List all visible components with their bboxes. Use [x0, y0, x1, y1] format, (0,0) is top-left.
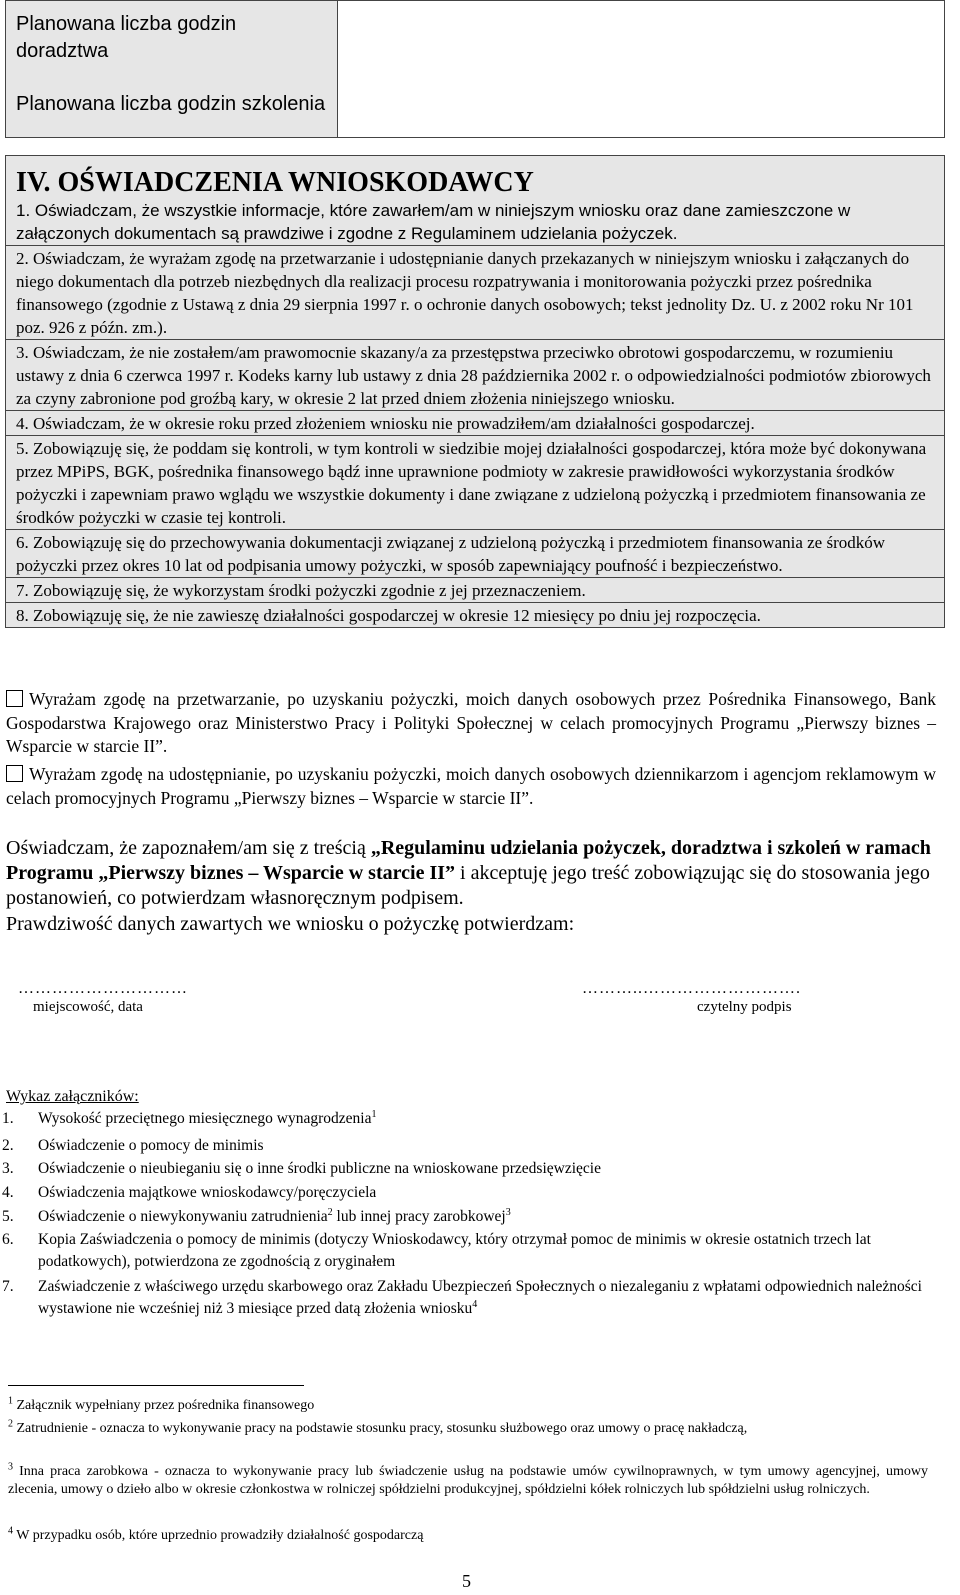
truth-confirmation: Prawdziwość danych zawartych we wniosku o pożyczkę potwierdzam:: [6, 913, 575, 935]
place-date-line[interactable]: …………………………: [18, 980, 188, 997]
footnote-separator: [8, 1385, 304, 1386]
signature-label: czytelny podpis: [697, 999, 792, 1015]
attachment-number: 1.: [2, 1110, 14, 1127]
consent-promotion: [6, 688, 936, 759]
attachment-item: [0, 1182, 930, 1204]
declaration-item-5: 5. Zobowiązuję się, że poddam się kontroli, w tym kontroli w siedzibie mojej działalności gospodarczej, która może być dokonywana przez MPiPS, BGK, pośrednika finansowego bądź inne uprawnione podmioty w zakresie prawidłowości wykorzystania środków pożyczki i zapewniam prawo wglądu we wszystkie dokumenty i dane związane z udzieloną pożyczką i przedmiotem finansowania ze środków pożyczki w czasie tej kontroli.: [6, 435, 944, 529]
declaration-item-6: 6. Zobowiązuję się do przechowywania dokumentacji związanej z udzieloną pożyczką i przedmiotem finansowania ze środków pożyczki przez okres 10 lat od podpisania umowy pożyczki, w sposób zapewniający poufność i bezpieczeństwo.: [6, 529, 944, 577]
footnote-number: 2: [8, 1418, 13, 1430]
statement-regulations-title: „Regulaminu udzielania pożyczek, doradztwa i szkoleń w ramach Programu „Pierwszy biznes – Wsparcie w starcie II”: [6, 837, 931, 884]
planned-training-hours-label: Planowana liczba godzin szkolenia: [16, 93, 326, 115]
attachment-text: Oświadczenie o niewykonywaniu zatrudnienia: [38, 1208, 328, 1225]
declaration-item-2: 2. Oświadczam, że wyrażam zgodę na przetwarzanie i udostępnianie danych przekazanych w niniejszym wniosku i załączanych do niego dokumentach dla potrzeb niezbędnych dla realizacji procesu rozpatrywania i monitorowania pożyczki przez pośrednika finansowego (zgodnie z Ustawą z dnia 29 sierpnia 1997 r. o ochronie danych osobowych; tekst jednolity Dz. U. z 2002 roku Nr 101 poz. 926 z późn. zm.).: [6, 245, 944, 339]
footnote-number: 4: [8, 1525, 13, 1537]
consent-promotion-checkbox[interactable]: [6, 690, 23, 707]
declarations-section: [5, 155, 945, 628]
attachment-text: Zaświadczenie z właściwego urzędu skarbowego oraz Zakładu Ubezpieczeń Społecznych o niezaleganiu z wpłatami odpowiednich należności wystawione nie wcześniej niż 3 miesiące przed datą złożenia wniosku: [38, 1278, 922, 1317]
declaration-item-3: 3. Oświadczam, że nie zostałem/am prawomocnie skazany/a za przestępstwa przeciwko obrotowi gospodarczemu, w rozumieniu ustawy z dnia 6 czerwca 1997 r. Kodeks karny lub ustawy z dnia 28 października 2002 r. o odpowiedzialności podmiotów zbiorowych za czyny zabronione pod groźbą kary, w okresie 2 lat przed dniem złożenia niniejszego wniosku.: [6, 339, 944, 410]
footnote-ref: 1: [371, 1108, 377, 1120]
attachment-item: [0, 1276, 930, 1320]
footnote-text: W przypadku osób, które uprzednio prowadziły działalność gospodarczą: [16, 1528, 424, 1543]
place-date-label: miejscowość, data: [33, 999, 143, 1015]
footnote-3: [8, 1463, 928, 1499]
attachment-number: 5.: [2, 1208, 14, 1225]
footnote-ref: 4: [472, 1298, 478, 1310]
attachment-item: [0, 1158, 930, 1180]
attachment-number: 4.: [2, 1184, 14, 1201]
footnote-text: Zatrudnienie - oznacza to wykonywanie pracy na podstawie stosunku pracy, stosunku służbowego oraz umowy o pracę nakładczą,: [16, 1421, 748, 1436]
attachment-number: 6.: [2, 1231, 14, 1248]
footnote-2: [8, 1420, 928, 1438]
attachment-text: Oświadczenie o pomocy de minimis: [38, 1137, 264, 1154]
attachment-text: Wysokość przeciętnego miesięcznego wynagrodzenia: [38, 1110, 372, 1127]
planned-hours-table: [5, 0, 945, 138]
regulations-statement: [6, 836, 936, 911]
declaration-item-4: 4. Oświadczam, że w okresie roku przed złożeniem wniosku nie prowadziłem/am działalności gospodarczej.: [6, 410, 944, 435]
footnote-text: Inna praca zarobkowa - oznacza to wykonywanie pracy lub świadczenie usług na podstawie umów cywilnoprawnych, w tym umowy agencyjnej, umowy zlecenia, umowy o dzieło albo w okresie członkostwa w rolniczej spółdzielni produkcyjnej, spółdzielni kółek rolniczych lub spółdzielni usług rolniczych.: [8, 1464, 928, 1497]
consent-media-text: Wyrażam zgodę na udostępnianie, po uzyskaniu pożyczki, moich danych osobowych dziennikarzom i agencjom reklamowym w celach promocyjnych Programu „Pierwszy biznes – Wsparcie w starcie II”.: [6, 764, 936, 808]
footnote-1: [8, 1397, 928, 1415]
attachment-item: [0, 1135, 930, 1157]
attachment-item: [0, 1206, 930, 1228]
declarations-heading: IV. OŚWIADCZENIA WNIOSKODAWCY: [6, 156, 944, 198]
declaration-item-7: 7. Zobowiązuję się, że wykorzystam środki pożyczki zgodnie z jej przeznaczeniem.: [6, 577, 944, 602]
footnote-text: Załącznik wypełniany przez pośrednika finansowego: [16, 1398, 315, 1413]
attachment-number: 2.: [2, 1137, 14, 1154]
attachment-text: Oświadczenie o nieubieganiu się o inne środki publiczne na wnioskowane przedsięwzięcie: [38, 1160, 601, 1177]
planned-hours-value-field[interactable]: [338, 1, 944, 137]
consent-promotion-text: Wyrażam zgodę na przetwarzanie, po uzyskaniu pożyczki, moich danych osobowych przez Pośrednika Finansowego, Bank Gospodarstwa Krajowego oraz Ministerstwo Pracy i Polityki Społecznej w celach promocyjnych Programu „Pierwszy biznes – Wsparcie w starcie II”.: [6, 689, 936, 756]
attachment-text: Oświadczenia majątkowe wnioskodawcy/poręczyciela: [38, 1184, 377, 1201]
declaration-item-8: 8. Zobowiązuję się, że nie zawieszę działalności gospodarczej w okresie 12 miesięcy po dniu jej rozpoczęcia.: [6, 602, 944, 627]
page-number: 5: [462, 1571, 471, 1591]
consent-media: [6, 763, 936, 810]
planned-advisory-hours-label: Planowana liczba godzin doradztwa: [16, 13, 237, 62]
attachment-item: [0, 1108, 930, 1130]
attachments-heading: Wykaz załączników:: [6, 1088, 139, 1105]
attachment-text: Kopia Zaświadczenia o pomocy de minimis (dotyczy Wnioskodawcy, który otrzymał pomoc de minimis w okresie ostatnich trzech lat podatkowych), potwierdzona ze zgodnością z oryginałem: [38, 1231, 871, 1270]
footnote-ref: 2: [327, 1206, 333, 1218]
declaration-item-1: 1. Oświadczam, że wszystkie informacje, które zawarłem/am w niniejszym wniosku oraz dane zamieszczone w załączonych dokumentach są prawdziwe i zgodne z Regulaminem udzielania pożyczek.: [6, 198, 944, 245]
footnote-ref: 3: [505, 1206, 511, 1218]
attachment-number: 7.: [2, 1278, 14, 1295]
planned-hours-labels: [6, 1, 338, 137]
attachment-item: [0, 1229, 930, 1273]
footnote-4: [8, 1527, 928, 1545]
attachment-text-continued: lub innej pracy zarobkowej: [332, 1208, 506, 1225]
footnote-number: 1: [8, 1395, 13, 1407]
attachment-number: 3.: [2, 1160, 14, 1177]
consent-media-checkbox[interactable]: [6, 765, 23, 782]
footnote-number: 3: [8, 1461, 13, 1473]
signature-line[interactable]: ………..……………………….: [582, 980, 801, 997]
statement-text-end: i akceptuję jego treść zobowiązując się do stosowania jego postanowień, co potwierdzam własnoręcznym podpisem.: [6, 862, 930, 909]
statement-text-start: Oświadczam, że zapoznałem/am się z treścią: [6, 837, 371, 859]
